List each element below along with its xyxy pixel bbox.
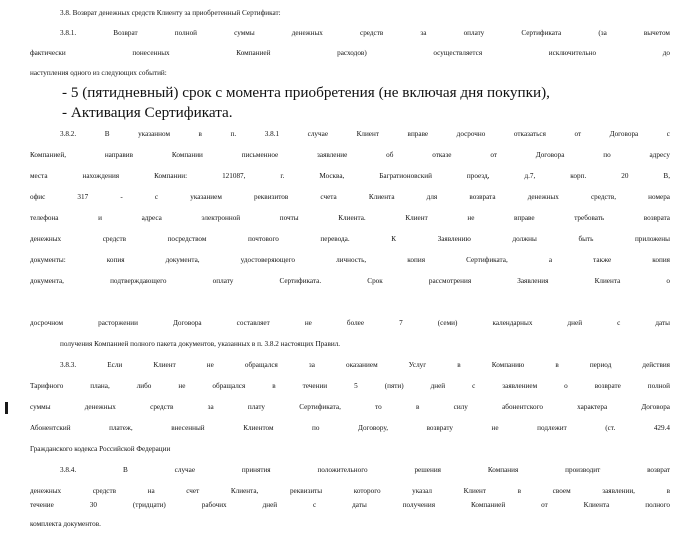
text-line: Компанией, направив Компании письменное заявление об отказе от Договора по адресу xyxy=(30,151,670,159)
text-line: телефона и адреса электронной почты Клиента. Клиент не вправе требовать возврата xyxy=(30,214,670,222)
text-line: места нахождения Компании: 121087, г. Москва, Багратионовский проезд, д.7, корп. 20 В, xyxy=(30,172,670,180)
section-heading: 3.8. Возврат денежных средств Клиенту за приобретенный Сертификат: xyxy=(60,9,281,17)
text-line: суммы денежных средств за плату Сертификата, то в силу абонентского характера Договора xyxy=(30,403,670,411)
text-line: комплекта документов. xyxy=(30,520,101,528)
text-line: течение 30 (тридцати) рабочих дней с даты получения Компанией от Клиента полного xyxy=(30,501,670,509)
text-line: денежных средств посредством почтового перевода. К Заявлению должны быть приложены xyxy=(30,235,670,243)
list-item: - 5 (пятидневный) срок с момента приобретения (не включая дня покупки), xyxy=(62,84,550,101)
text-line: денежных средств на счет Клиента, реквизиты которого указал Клиент в своем заявлении, в xyxy=(30,487,670,495)
text-line: документы: копия документа, удостоверяющего личность, копия Сертификата, а также копия xyxy=(30,256,670,264)
text-line: получения Компанией полного пакета документов, указанных в п. 3.8.2 настоящих Правил. xyxy=(60,340,341,348)
text-line: 3.8.4. В случае принятия положительного решения Компания производит возврат xyxy=(60,466,670,474)
text-line: Абонентский платеж, внесенный Клиентом по Договору, возврату не подлежит (ст. 429.4 xyxy=(30,424,670,432)
text-line: 3.8.2. В указанном в п. 3.8.1 случае Клиент вправе досрочно отказаться от Договора с xyxy=(60,130,670,138)
text-line: 3.8.1. Возврат полной суммы денежных средств за оплату Сертификата (за вычетом xyxy=(60,29,670,37)
text-line: офис 317 - с указанием реквизитов счета Клиента для возврата денежных средств, номера xyxy=(30,193,670,201)
text-line: 3.8.3. Если Клиент не обращался за оказанием Услуг в Компанию в период действия xyxy=(60,361,670,369)
text-line: Гражданского кодекса Российской Федерации xyxy=(30,445,171,453)
text-line: наступления одного из следующих событий: xyxy=(30,69,167,77)
text-line: документа, подтверждающего оплату Сертификата. Срок рассмотрения Заявления Клиента о xyxy=(30,277,670,285)
text-line: досрочном расторжении Договора составляет не более 7 (семи) календарных дней с даты xyxy=(30,319,670,327)
text-line: фактически понесенных Компанией расходов) осуществляется исключительно до xyxy=(30,49,670,57)
list-item: - Активация Сертификата. xyxy=(62,104,233,121)
margin-marker xyxy=(5,402,8,414)
text-line: Тарифного плана, либо не обращался в течении 5 (пяти) дней с заявлением о возврате полной xyxy=(30,382,670,390)
